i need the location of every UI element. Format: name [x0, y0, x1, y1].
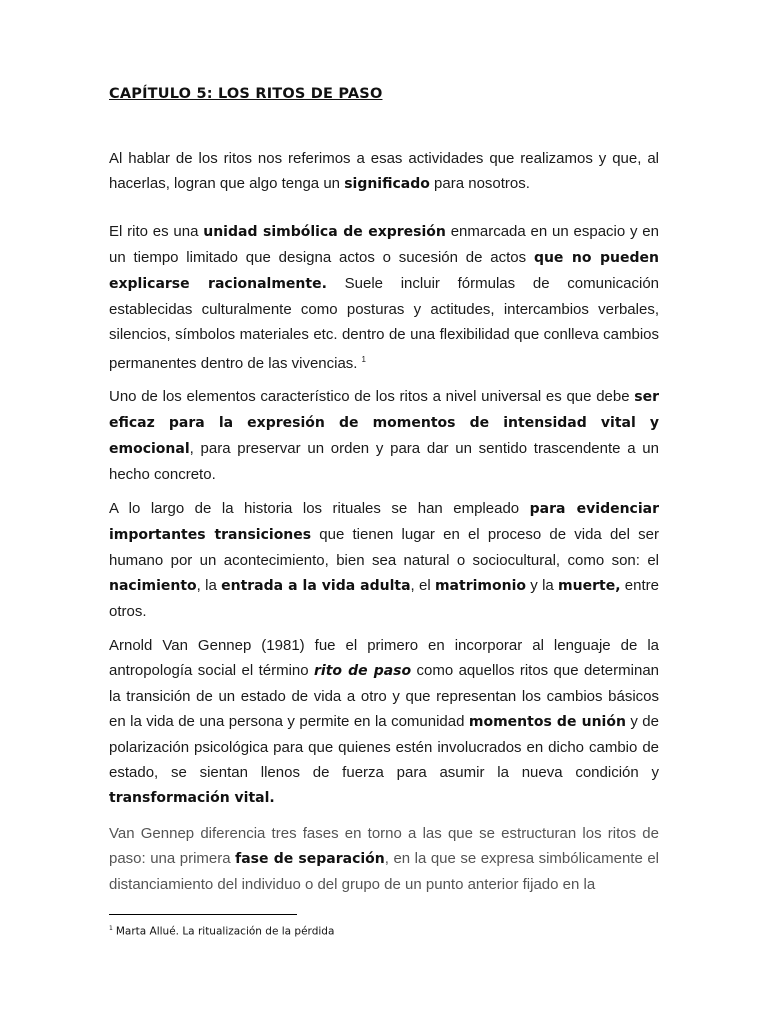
- footnote-separator: [109, 914, 297, 915]
- paragraph-1: Al hablar de los ritos nos referimos a esas actividades que realizamos y que, al hacerlas, logran que algo tenga un significado para nosotros.: [109, 150, 659, 192]
- footnote-reference[interactable]: 1: [361, 355, 366, 364]
- chapter-heading: CAPÍTULO 5: LOS RITOS DE PASO: [109, 86, 383, 102]
- footnote: $^1$ Marta Allué. La ritualización de la pérdida: [109, 925, 335, 938]
- paragraph-3: Uno de los elementos característico de los ritos a nivel universal es que debe ser eficaz para la expresión de momentos de intensidad vital y emocional, para preservar un orden y para dar un sentido trascendente a un hecho concreto.: [109, 388, 659, 483]
- paragraph-5: Arnold Van Gennep (1981) fue el primero en incorporar al lenguaje de la antropología social el término rito de paso como aquellos ritos que determinan la transición de un estado de vida a otro y que representan los cambios básicos en la vida de una persona y permite en la comunidad momentos de unión y de polarización psicológica para que quienes estén involucrados en dicho cambio de estado, se sientan llenos de fuerza para asumir la nueva condición y transformación vital.: [109, 637, 659, 806]
- paragraph-6: Van Gennep diferencia tres fases en torno a las que se estructuran los ritos de paso: una primera fase de separación, en la que se expresa simbólicamente el distanciamiento del individuo o del grupo de un punto anterior fijado en la: [109, 825, 659, 893]
- paragraph-4: A lo largo de la historia los rituales se han empleado para evidenciar importantes transiciones que tienen lugar en el proceso de vida del ser humano por un acontecimiento, bien sea natural o sociocultural, como son: el nacimiento, la entrada a la vida adulta, el matrimonio y la muerte, entre otros.: [109, 500, 659, 620]
- paragraph-2: El rito es una unidad simbólica de expresión enmarcada en un espacio y en un tiempo limitado que designa actos o sucesión de actos que no pueden explicarse racionalmente. Suele incluir fórmulas de comunicación establecidas culturalmente como posturas y actitudes, intercambios verbales, silencios, símbolos materiales etc. dentro de una flexibilidad que conlleva cambios permanentes dentro de las vivencias. $^1$: [109, 223, 660, 372]
